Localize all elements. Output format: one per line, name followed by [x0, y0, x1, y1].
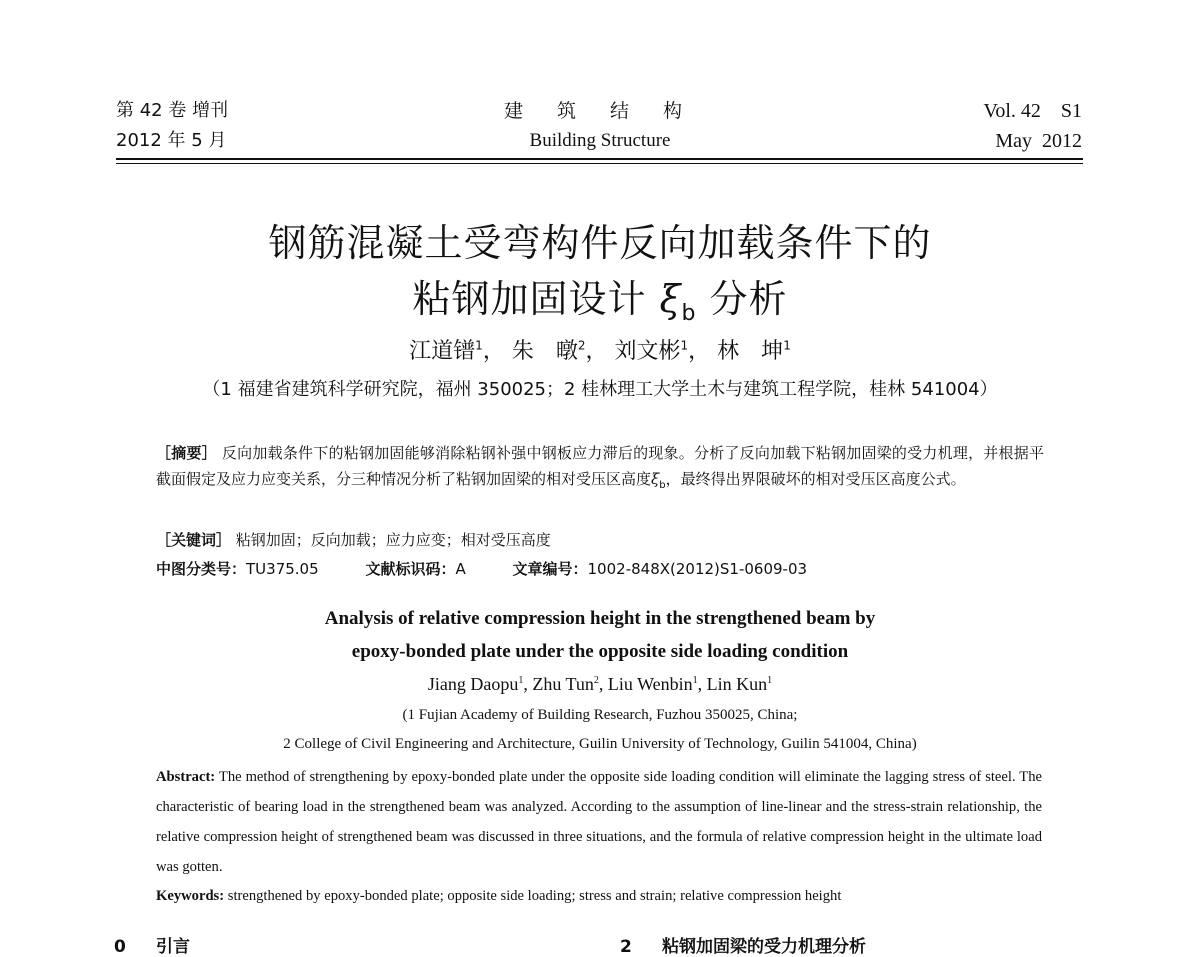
keywords-cn: ［关键词］ 粘钢加固；反向加载；应力应变；相对受压高度	[156, 531, 551, 549]
header-rule-thick	[116, 158, 1083, 160]
author-en: Jiang Daopu$^1$,	[427, 674, 533, 694]
article-number: 文章编号：1002-848X(2012)S1-0609-03	[512, 560, 808, 578]
title-cn-line1: 钢筋混凝土受弯构件反向加载条件下的	[268, 221, 932, 265]
abstract-cn-label: ［摘要］	[156, 444, 217, 462]
xi-symbol: ξ	[651, 470, 660, 488]
journal-volume-en	[983, 96, 1082, 156]
keywords-en-label: Keywords:	[156, 888, 225, 904]
title-cn-line2: 粘钢加固设计 $\xi_b$ 分析	[412, 277, 788, 326]
volume-issue-cn: 第 42 卷 增刊	[116, 100, 229, 121]
affiliation-en-line1: (1 Fujian Academy of Building Research, Fuzhou 350025, China;	[402, 707, 798, 723]
keywords-en: Keywords: strengthened by epoxy-bonded plate; opposite side loading; stress and strain; relative compression height	[156, 888, 842, 904]
xi-symbol: ξ	[659, 277, 682, 321]
author-en: Lin Kun$^1$	[706, 674, 773, 694]
header-rule-thin	[116, 163, 1083, 164]
classification-row	[156, 556, 1044, 582]
abstract-en-label: Abstract:	[156, 769, 216, 785]
section-heading-mechanism: 2 粘钢加固梁的受力机理分析	[620, 937, 866, 957]
authors-en	[0, 674, 1200, 695]
abstract-cn: ［摘要］ 反向加载条件下的粘钢加固能够消除粘钢补强中钢板应力滞后的现象。分析了反向加载下粘钢加固梁的受力机理，并根据平截面假定及应力应变关系，分三种情况分析了粘钢加固梁的相对受压区高度$\xi_b$，最终得出界限破坏的相对受压区高度公式。	[156, 444, 1044, 491]
author-cn: 林 坤$^1$	[717, 338, 791, 364]
journal-name-en: Building Structure	[529, 130, 671, 151]
authors-cn	[0, 334, 1200, 365]
title-en-line1: Analysis of relative compression height in the strengthened beam by	[324, 608, 876, 629]
xi-subscript: b	[681, 301, 697, 326]
author-en: Liu Wenbin$^1$,	[607, 674, 707, 694]
title-en-line2: epoxy-bonded plate under the opposite side loading condition	[351, 641, 849, 662]
author-en: Zhu Tun$^2$,	[532, 674, 608, 694]
journal-name-cn: 建 筑 结 构	[503, 100, 697, 122]
date-en: May 2012	[995, 130, 1082, 152]
author-cn: 江道镨$^1$，	[409, 338, 505, 364]
section-heading-intro: 0 引言	[114, 937, 190, 957]
date-cn: 2012 年 5 月	[116, 130, 227, 151]
keywords-cn-label: ［关键词］	[156, 531, 232, 549]
author-cn: 朱 暾$^2$，	[511, 338, 608, 364]
document-code: 文献标识码：A	[365, 560, 466, 578]
author-cn: 刘文彬$^1$，	[614, 338, 711, 364]
abstract-en: Abstract: The method of strengthening by epoxy-bonded plate under the opposite side loading condition will eliminate the lagging stress of steel. The characteristic of bearing load in the strengthened beam was analyzed. According to the assumption of line-linear and the stress-strain relationship, the relative compression height of strengthened beam was discussed in three situations, and the formula of relative compression height in the ultimate load was gotten.	[156, 769, 1042, 875]
affiliation-en-line2: 2 College of Civil Engineering and Architecture, Guilin University of Technology, Guilin 541004, China)	[283, 736, 917, 752]
affiliation-cn: （1 福建省建筑科学研究院，福州 350025；2 桂林理工大学土木与建筑工程学院，桂林 541004）	[202, 379, 998, 400]
clc-number: 中图分类号：TU375.05	[156, 560, 319, 578]
volume-issue-en: Vol. 42 S1	[983, 100, 1082, 122]
